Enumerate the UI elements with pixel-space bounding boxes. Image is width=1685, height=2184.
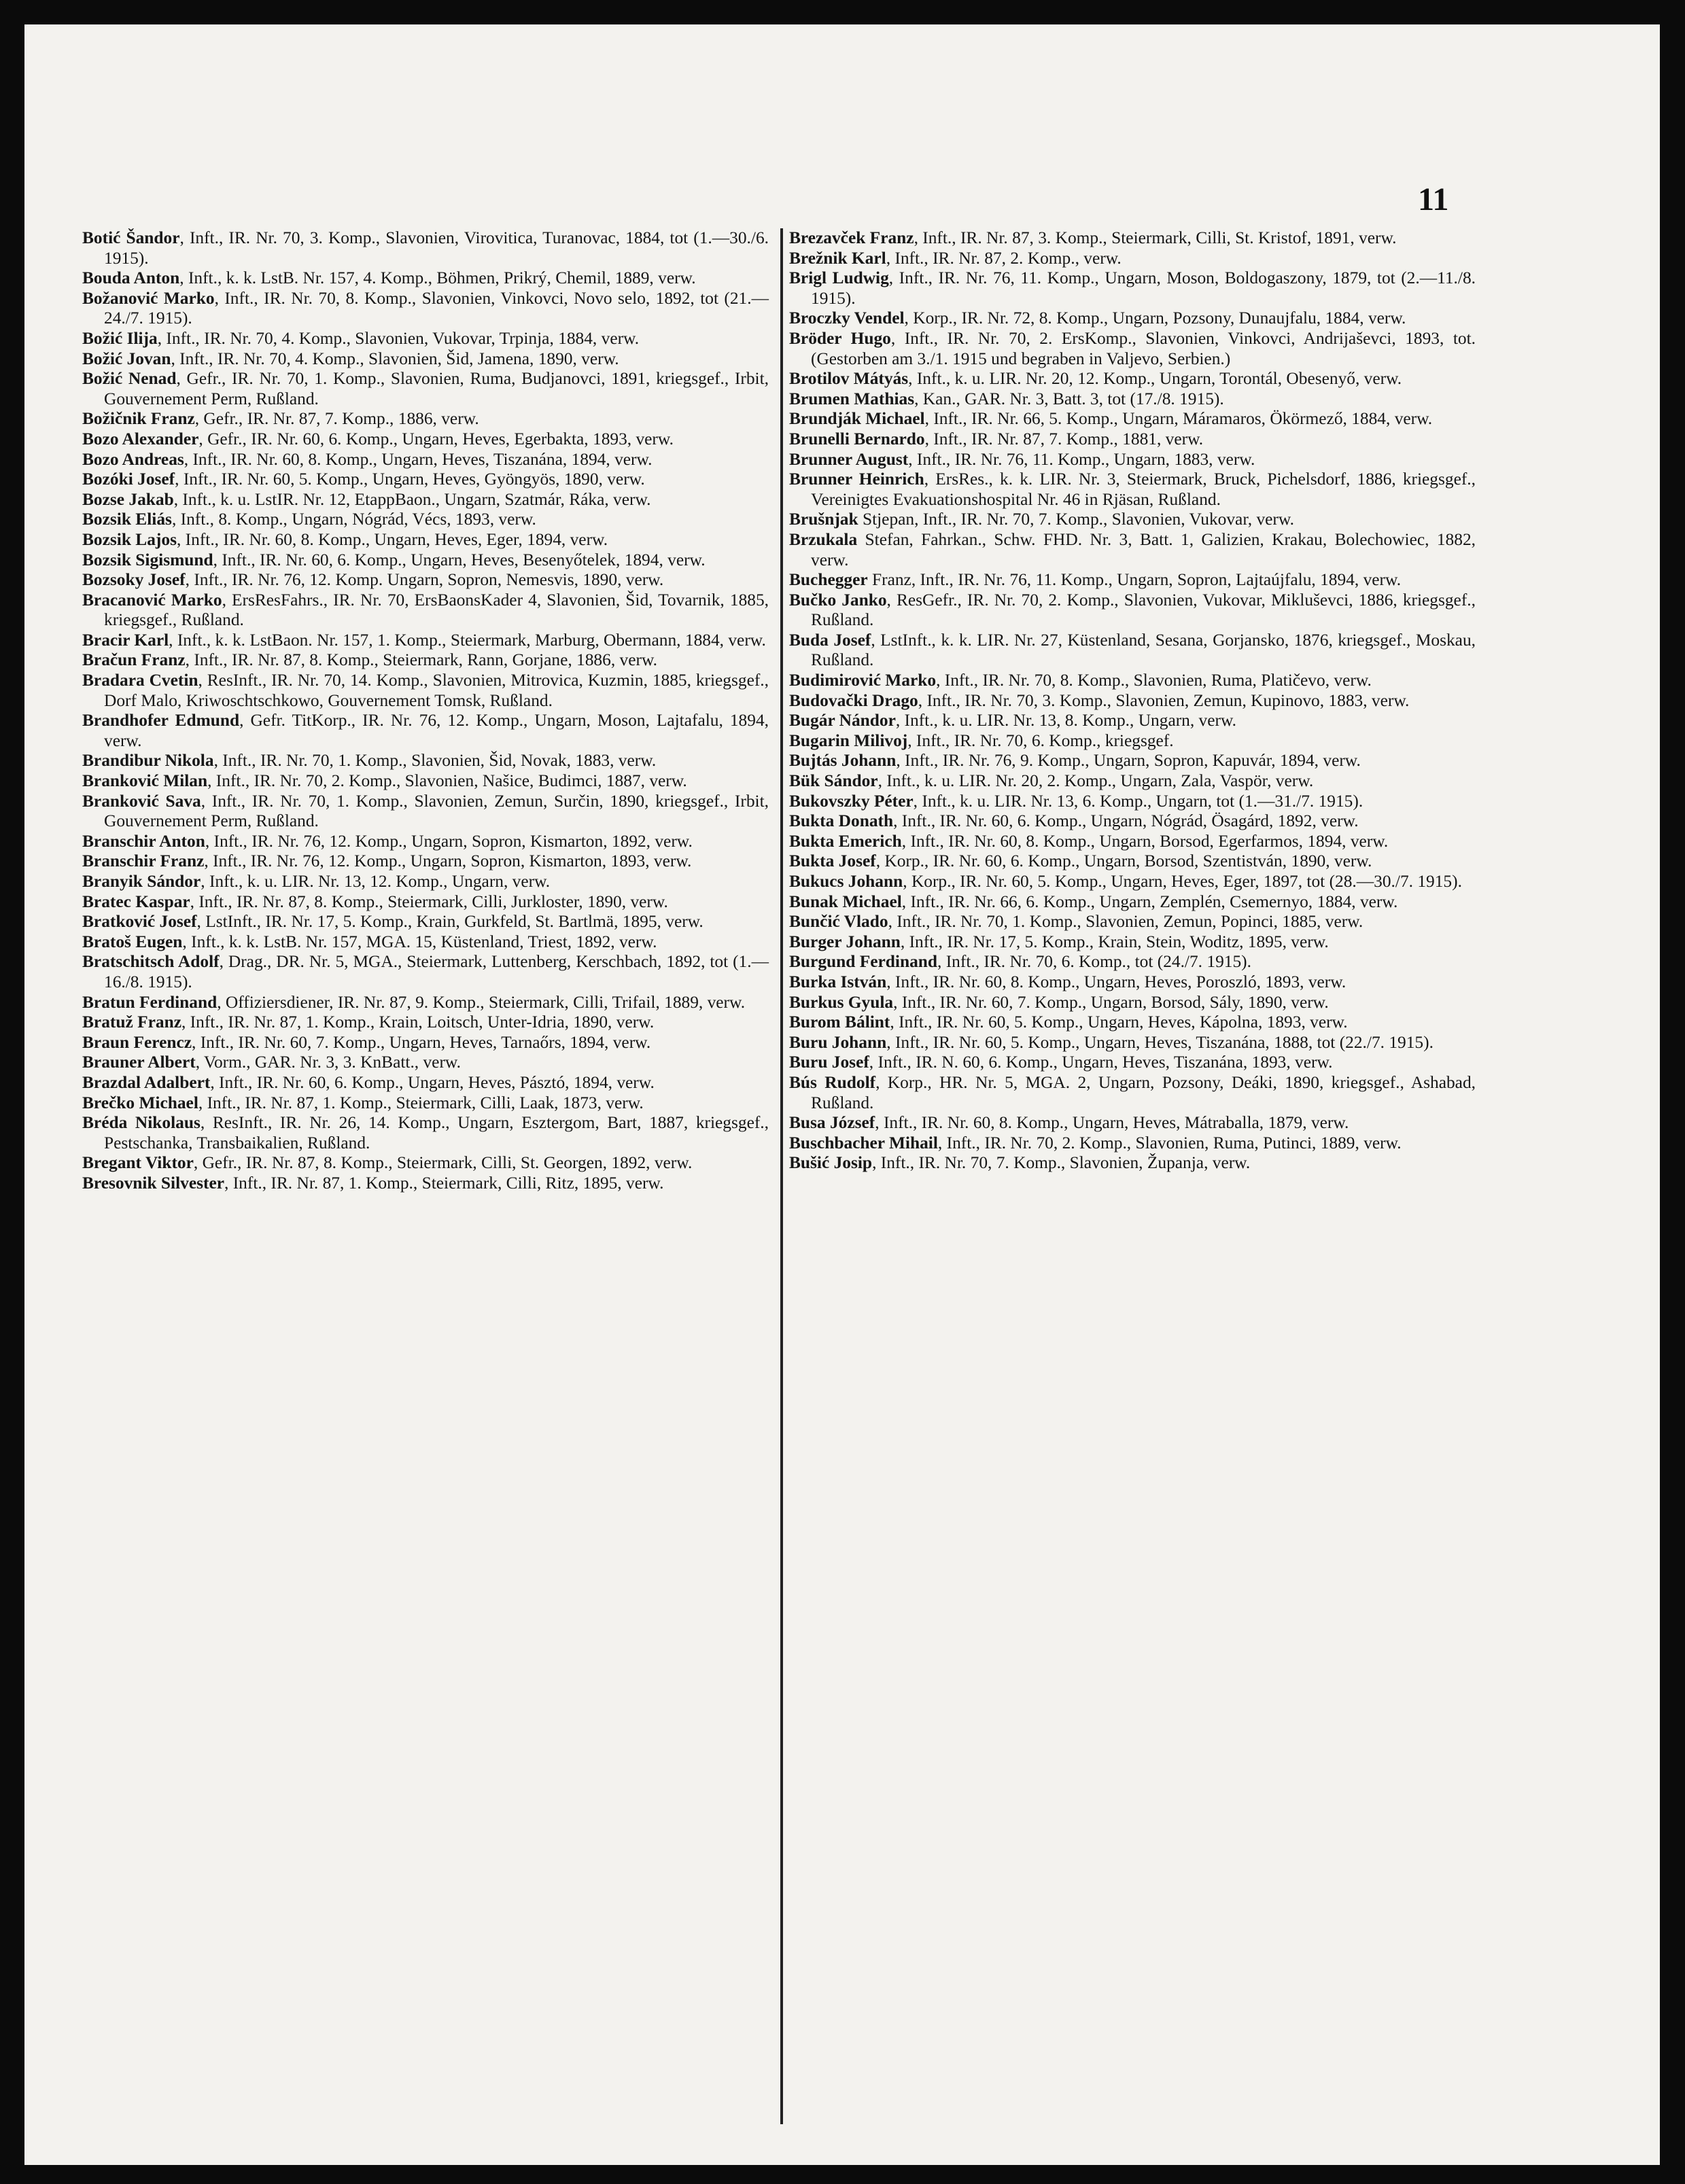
- list-item: [789, 811, 1476, 832]
- entry-name: Bozsik Eliás: [82, 510, 172, 529]
- entry-details: , Inft., IR. Nr. 70, 1. Komp., Slavonien, Zemun, Surčin, 1890, kriegsgef., Irbit, Gouvernement Perm, Rußland.: [104, 791, 769, 831]
- entry-name: Bratec Kaspar: [82, 892, 190, 911]
- list-item: [82, 832, 769, 852]
- entry-details: , Kan., GAR. Nr. 3, Batt. 3, tot (17./8. 1915).: [914, 389, 1224, 408]
- entry-name: Brazdal Adalbert: [82, 1072, 211, 1092]
- entry-name: Bračun Franz: [82, 650, 186, 670]
- entry-name: Branyik Sándor: [82, 872, 201, 891]
- entry-details: , Inft., IR. Nr. 87, 1. Komp., Krain, Loitsch, Unter-Idria, 1890, verw.: [181, 1012, 655, 1032]
- list-item: [789, 851, 1476, 872]
- entry-details: , Inft., IR. Nr. 76, 9. Komp., Ungarn, Sopron, Kapuvár, 1894, verw.: [896, 751, 1361, 771]
- list-item: [789, 470, 1476, 510]
- list-item: [82, 349, 769, 370]
- list-item: [789, 711, 1476, 731]
- entry-details: , LstInft., k. k. LIR. Nr. 27, Küstenland, Sesana, Gorjansko, 1876, kriegsgef., Moskau, Rußland.: [811, 630, 1476, 670]
- entry-details: , Inft., IR. Nr. 70, 4. Komp., Slavonien, Šid, Jamena, 1890, verw.: [171, 349, 619, 368]
- entry-name: Brzukala: [789, 529, 858, 549]
- list-item: [82, 1033, 769, 1053]
- entry-name: Bük Sándor: [789, 771, 878, 791]
- entry-name: Bušić Josip: [789, 1153, 873, 1173]
- list-item: [82, 892, 769, 913]
- entry-name: Bukta Josef: [789, 851, 876, 871]
- list-item: [82, 510, 769, 530]
- entry-details: , LstInft., IR. Nr. 17, 5. Komp., Krain, Gurkfeld, St. Bartlmä, 1895, verw.: [196, 912, 703, 932]
- entry-name: Božić Jovan: [82, 349, 171, 368]
- list-item: [82, 409, 769, 429]
- entry-details: , Inft., IR. Nr. 60, 5. Komp., Ungarn, Heves, Kápolna, 1893, verw.: [890, 1012, 1348, 1032]
- entry-details: , Vorm., GAR. Nr. 3, 3. KnBatt., verw.: [195, 1053, 461, 1072]
- entry-name: Božić Ilija: [82, 328, 158, 348]
- list-item: [789, 450, 1476, 470]
- entry-name: Bukucs Johann: [789, 872, 903, 891]
- entry-name: Brunner Heinrich: [789, 470, 924, 489]
- entry-name: Budimirović Marko: [789, 671, 937, 690]
- entry-details: , Inft., IR. Nr. 60, 5. Komp., Ungarn, Heves, Tiszanána, 1888, tot (22./7. 1915).: [886, 1032, 1434, 1052]
- entry-name: Buschbacher Mihail: [789, 1133, 938, 1152]
- list-item: [789, 249, 1476, 269]
- list-item: [789, 570, 1476, 591]
- entry-details: , Inft., IR. Nr. 70, 2. ErsKomp., Slavonien, Vinkovci, Andrijaševci, 1893, tot. (Gestorben am 3./1. 1915 und begraben in Valjevo, Serbien.): [811, 328, 1476, 368]
- entry-details: Stefan, Fahrkan., Schw. FHD. Nr. 3, Batt. 1, Galizien, Krakau, Bolechowiec, 1882, verw.: [811, 529, 1476, 569]
- entry-name: Burka István: [789, 972, 887, 991]
- list-item: [789, 731, 1476, 752]
- list-item: [789, 932, 1476, 953]
- entry-name: Bozse Jakab: [82, 489, 174, 509]
- entry-name: Bresovnik Silvester: [82, 1173, 225, 1193]
- entry-name: Bratković Josef: [82, 912, 197, 932]
- entry-name: Burger Johann: [789, 932, 901, 951]
- entry-name: Branković Milan: [82, 771, 208, 791]
- list-item: [789, 751, 1476, 771]
- list-item: [82, 650, 769, 671]
- entry-details: , Inft., IR. Nr. 60, 6. Komp., Ungarn, Heves, Besenyőtelek, 1894, verw.: [213, 550, 706, 569]
- list-item: [82, 429, 769, 450]
- entry-details: , Inft., IR. Nr. 70, 6. Komp., tot (24./7. 1915).: [937, 952, 1251, 972]
- entry-name: Botić Šandor: [82, 228, 180, 247]
- entry-name: Božičnik Franz: [82, 409, 195, 429]
- right-column: [789, 228, 1476, 1174]
- entry-details: , Inft., IR. Nr. 87, 1. Komp., Steiermark, Cilli, Ritz, 1895, verw.: [224, 1173, 664, 1193]
- entry-details: , Gefr., IR. Nr. 87, 7. Komp., 1886, verw.: [194, 409, 479, 429]
- entry-name: Bréda Nikolaus: [82, 1113, 201, 1133]
- entry-details: , ErsResFahrs., IR. Nr. 70, ErsBaonsKader 4, Slavonien, Šid, Tovarnik, 1885, kriegsgef., Rußland.: [104, 590, 769, 630]
- entry-name: Bracanović Marko: [82, 590, 222, 610]
- list-item: [789, 972, 1476, 993]
- list-item: [82, 591, 769, 631]
- entry-name: Bradara Cvetin: [82, 671, 198, 690]
- entry-details: , Inft., k. u. LIR. Nr. 13, 12. Komp., Ungarn, verw.: [201, 872, 551, 891]
- list-item: [82, 369, 769, 409]
- list-item: [82, 771, 769, 792]
- entry-details: , Offiziersdiener, IR. Nr. 87, 9. Komp., Steiermark, Cilli, Trifail, 1889, verw.: [217, 992, 746, 1012]
- entry-name: Božić Nenad: [82, 369, 177, 389]
- list-item: [82, 872, 769, 892]
- entry-name: Brežnik Karl: [789, 248, 886, 268]
- entry-details: , Inft., IR. Nr. 60, 6. Komp., Ungarn, Nógrád, Ösagárd, 1892, verw.: [893, 811, 1359, 831]
- entry-name: Brezavček Franz: [789, 228, 914, 247]
- entry-details: , Inft., IR. Nr. 87, 1. Komp., Steiermark, Cilli, Laak, 1873, verw.: [198, 1093, 644, 1112]
- entry-details: , Inft., IR. Nr. 70, 3. Komp., Slavonien, Virovitica, Turanovac, 1884, tot (1.—30./6. 1915).: [104, 228, 769, 268]
- list-item: [789, 409, 1476, 429]
- list-item: [82, 751, 769, 771]
- entry-name: Buda Josef: [789, 630, 871, 650]
- list-item: [789, 228, 1476, 249]
- entry-details: , Inft., IR. Nr. 70, 6. Komp., kriegsgef.: [907, 730, 1174, 750]
- list-item: [789, 892, 1476, 913]
- entry-details: , Inft., IR. Nr. 60, 8. Komp., Ungarn, Heves, Poroszló, 1893, verw.: [886, 972, 1347, 991]
- entry-details: , ResInft., IR. Nr. 26, 14. Komp., Ungarn, Esztergom, Bart, 1887, kriegsgef., Pestschanka, Transbaikalien, Rußland.: [104, 1113, 769, 1152]
- entry-details: , Inft., IR. Nr. 66, 5. Komp., Ungarn, Máramaros, Ökörmező, 1884, verw.: [924, 409, 1433, 429]
- entry-details: , Korp., IR. Nr. 60, 6. Komp., Ungarn, Borsod, Szentistván, 1890, verw.: [875, 851, 1372, 871]
- entry-details: , Inft., IR. Nr. 87, 2. Komp., verw.: [886, 248, 1122, 268]
- entry-name: Bozo Alexander: [82, 429, 199, 448]
- entry-details: , Korp., HR. Nr. 5, MGA. 2, Ungarn, Pozsony, Deáki, 1890, kriegsgef., Ashabad, Rußland.: [811, 1072, 1476, 1112]
- entry-details: , Inft., IR. Nr. 60, 6. Komp., Ungarn, Heves, Pásztó, 1894, verw.: [210, 1072, 655, 1092]
- list-item: [82, 1174, 769, 1194]
- list-item: [82, 228, 769, 268]
- entry-name: Bouda Anton: [82, 268, 180, 288]
- list-item: [82, 450, 769, 470]
- entry-details: , Inft., IR. Nr. 70, 1. Komp., Slavonien, Zemun, Popinci, 1885, verw.: [888, 912, 1363, 932]
- entry-name: Brotilov Mátyás: [789, 369, 909, 389]
- entry-name: Brušnjak: [789, 510, 858, 529]
- entry-name: Bukovszky Péter: [789, 791, 914, 811]
- entry-name: Brundják Michael: [789, 409, 925, 429]
- entry-name: Bozo Andreas: [82, 449, 184, 469]
- entry-name: Bukta Emerich: [789, 831, 902, 851]
- list-item: [789, 369, 1476, 389]
- entry-name: Brandibur Nikola: [82, 751, 214, 771]
- entry-details: , Gefr., IR. Nr. 60, 6. Komp., Ungarn, Heves, Egerbakta, 1893, verw.: [198, 429, 674, 448]
- list-item: [82, 1153, 769, 1174]
- entry-name: Bratoš Eugen: [82, 932, 183, 951]
- entry-details: , Inft., IR. Nr. 70, 1. Komp., Slavonien, Šid, Novak, 1883, verw.: [213, 751, 657, 771]
- entry-name: Bugarin Milivoj: [789, 730, 908, 750]
- list-item: [789, 429, 1476, 450]
- list-item: [789, 832, 1476, 852]
- entry-name: Bregant Viktor: [82, 1153, 194, 1173]
- list-item: [82, 1012, 769, 1033]
- entry-name: Bujtás Johann: [789, 751, 897, 771]
- list-item: [789, 1033, 1476, 1053]
- entry-details: , Inft., IR. Nr. 60, 8. Komp., Ungarn, Heves, Tiszanána, 1894, verw.: [184, 449, 653, 469]
- entry-details: , Inft., IR. Nr. 87, 3. Komp., Steiermark, Cilli, St. Kristof, 1891, verw.: [914, 228, 1397, 247]
- list-item: [789, 771, 1476, 792]
- entry-name: Brunner August: [789, 449, 909, 469]
- entry-name: Buru Johann: [789, 1032, 887, 1052]
- entry-name: Brauner Albert: [82, 1053, 196, 1072]
- list-item: [82, 530, 769, 550]
- entry-name: Bozóki Josef: [82, 470, 175, 489]
- left-column: [82, 228, 769, 1194]
- list-item: [789, 329, 1476, 369]
- entry-name: Brigl Ludwig: [789, 268, 889, 288]
- entry-details: , Inft., IR. Nr. 66, 6. Komp., Ungarn, Zemplén, Csemernyo, 1884, verw.: [901, 892, 1398, 911]
- entry-details: , Inft., IR. Nr. 60, 8. Komp., Ungarn, Borsod, Egerfarmos, 1894, verw.: [901, 831, 1389, 851]
- entry-details: Stjepan, Inft., IR. Nr. 70, 7. Komp., Slavonien, Vukovar, verw.: [858, 510, 1294, 529]
- list-item: [82, 851, 769, 872]
- entry-name: Bučko Janko: [789, 590, 887, 610]
- entry-name: Bús Rudolf: [789, 1072, 876, 1092]
- entry-name: Bukta Donath: [789, 811, 894, 831]
- list-item: [789, 691, 1476, 711]
- list-item: [82, 932, 769, 953]
- list-item: [82, 952, 769, 992]
- list-item: [82, 329, 769, 349]
- entry-name: Bratuž Franz: [82, 1012, 181, 1032]
- entry-details: , Inft., IR. Nr. 76, 12. Komp. Ungarn, Sopron, Nemesvis, 1890, verw.: [185, 570, 664, 590]
- entry-details: , Inft., IR. Nr. 76, 12. Komp., Ungarn, Sopron, Kismarton, 1893, verw.: [204, 851, 692, 871]
- list-item: [82, 912, 769, 932]
- list-item: [82, 268, 769, 289]
- entry-name: Bugár Nándor: [789, 711, 896, 730]
- entry-details: , Inft., IR. Nr. 87, 8. Komp., Steiermark, Rann, Gorjane, 1886, verw.: [185, 650, 657, 670]
- entry-name: Bozsik Sigismund: [82, 550, 213, 569]
- entry-details: , Inft., IR. Nr. 70, 7. Komp., Slavonien, Županja, verw.: [872, 1153, 1251, 1173]
- entry-details: , Inft., IR. Nr. 70, 8. Komp., Slavonien, Vinkovci, Novo selo, 1892, tot (21.—24./7. 1915).: [104, 288, 769, 328]
- entry-name: Buru Josef: [789, 1053, 869, 1072]
- entry-name: Buchegger: [789, 570, 868, 590]
- list-item: [789, 510, 1476, 530]
- list-item: [789, 993, 1476, 1013]
- list-item: [789, 1073, 1476, 1113]
- entry-details: , Korp., IR. Nr. 60, 5. Komp., Ungarn, Heves, Eger, 1897, tot (28.—30./7. 1915).: [903, 872, 1462, 891]
- list-item: [789, 530, 1476, 570]
- entry-details: , Inft., IR. Nr. 76, 12. Komp., Ungarn, Sopron, Kismarton, 1892, verw.: [205, 831, 693, 851]
- entry-details: , Inft., IR. Nr. 60, 7. Komp., Ungarn, Borsod, Sály, 1890, verw.: [893, 992, 1329, 1012]
- entry-details: , Inft., IR. Nr. 76, 11. Komp., Ungarn, 1883, verw.: [908, 449, 1255, 469]
- entry-details: , Inft., k. k. LstB. Nr. 157, 4. Komp., Böhmen, Prikrý, Chemil, 1889, verw.: [179, 268, 696, 288]
- list-item: [82, 1073, 769, 1093]
- entry-name: Branković Sava: [82, 791, 201, 811]
- entry-name: Branschir Anton: [82, 831, 205, 851]
- entry-details: , Inft., k. u. LIR. Nr. 13, 6. Komp., Ungarn, tot (1.—31./7. 1915).: [913, 791, 1363, 811]
- entry-name: Bratun Ferdinand: [82, 992, 218, 1012]
- list-item: [789, 872, 1476, 892]
- list-item: [82, 1113, 769, 1153]
- list-item: [789, 671, 1476, 691]
- entry-name: Bratschitsch Adolf: [82, 952, 220, 972]
- entry-details: , Inft., IR. N. 60, 6. Komp., Ungarn, Heves, Tiszanána, 1893, verw.: [869, 1053, 1333, 1072]
- entry-details: , Inft., 8. Komp., Ungarn, Nógrád, Vécs, 1893, verw.: [171, 510, 536, 529]
- list-item: [82, 1053, 769, 1073]
- entry-details: , ErsRes., k. k. LIR. Nr. 3, Steiermark, Bruck, Pichelsdorf, 1886, kriegsgef., Vereinigtes Evakuationshospital Nr. 46 in Rjäsan, Rußland.: [811, 470, 1476, 509]
- entry-details: , Inft., IR. Nr. 70, 3. Komp., Slavonien, Zemun, Kupinovo, 1883, verw.: [918, 690, 1410, 710]
- entry-details: , Inft., IR. Nr. 70, 8. Komp., Slavonien, Ruma, Platičevo, verw.: [936, 671, 1372, 690]
- entry-details: , Korp., IR. Nr. 72, 8. Komp., Ungarn, Pozsony, Dunaujfalu, 1884, verw.: [904, 309, 1406, 328]
- entry-details: , Inft., IR. Nr. 70, 2. Komp., Slavonien, Ruma, Putinci, 1889, verw.: [937, 1133, 1402, 1152]
- entry-details: , Gefr., IR. Nr. 70, 1. Komp., Slavonien, Ruma, Budjanovci, 1891, kriegsgef., Irbit, Gouvernement Perm, Rußland.: [104, 369, 769, 408]
- entry-name: Bunčić Vlado: [789, 912, 888, 932]
- entry-details: , Gefr. TitKorp., IR. Nr. 76, 12. Komp., Ungarn, Moson, Lajtafalu, 1894, verw.: [104, 711, 769, 750]
- entry-name: Brandhofer Edmund: [82, 711, 240, 730]
- entry-details: , Inft., k. u. LIR. Nr. 20, 2. Komp., Ungarn, Zala, Vaspör, verw.: [878, 771, 1314, 791]
- entry-details: , Inft., IR. Nr. 76, 11. Komp., Ungarn, Moson, Boldogaszony, 1879, tot (2.—11./8. 1915).: [811, 268, 1476, 308]
- entry-details: , Inft., IR. Nr. 60, 5. Komp., Ungarn, Heves, Gyöngyös, 1890, verw.: [175, 470, 645, 489]
- list-item: [789, 912, 1476, 932]
- entry-details: , Inft., IR. Nr. 60, 8. Komp., Ungarn, Heves, Mátraballa, 1879, verw.: [875, 1113, 1349, 1133]
- list-item: [82, 631, 769, 651]
- entry-details: , Inft., IR. Nr. 70, 2. Komp., Slavonien, Našice, Budimci, 1887, verw.: [207, 771, 687, 791]
- entry-details: , Inft., k. u. LIR. Nr. 13, 8. Komp., Ungarn, verw.: [895, 711, 1237, 730]
- list-item: [789, 389, 1476, 410]
- entry-name: Burkus Gyula: [789, 992, 894, 1012]
- entry-name: Brečko Michael: [82, 1093, 198, 1112]
- entry-details: , Gefr., IR. Nr. 87, 8. Komp., Steiermark, Cilli, St. Georgen, 1892, verw.: [193, 1153, 693, 1173]
- entry-name: Brunelli Bernardo: [789, 429, 925, 448]
- list-item: [789, 631, 1476, 671]
- list-item: [82, 570, 769, 591]
- column-divider: [780, 228, 783, 2124]
- list-item: [789, 268, 1476, 309]
- entry-name: Branschir Franz: [82, 851, 205, 871]
- entry-name: Braun Ferencz: [82, 1032, 192, 1052]
- entry-details: , Inft., k. u. LIR. Nr. 20, 12. Komp., Ungarn, Torontál, Obesenyő, verw.: [908, 369, 1402, 389]
- list-item: [82, 470, 769, 490]
- entry-name: Burom Bálint: [789, 1012, 890, 1032]
- entry-name: Busa József: [789, 1113, 875, 1133]
- list-item: [82, 711, 769, 751]
- entry-name: Bröder Hugo: [789, 328, 891, 348]
- list-item: [82, 671, 769, 711]
- entry-details: , Inft., IR. Nr. 60, 8. Komp., Ungarn, Heves, Eger, 1894, verw.: [176, 529, 608, 549]
- entry-details: , Inft., k. k. LstB. Nr. 157, MGA. 15, Küstenland, Triest, 1892, verw.: [182, 932, 657, 951]
- list-item: [82, 490, 769, 510]
- list-item: [789, 1053, 1476, 1073]
- entry-name: Budovački Drago: [789, 690, 918, 710]
- entry-details: , Drag., DR. Nr. 5, MGA., Steiermark, Luttenberg, Kerschbach, 1892, tot (1.—16./8. 1915).: [104, 952, 769, 991]
- list-item: [789, 309, 1476, 329]
- list-item: [82, 550, 769, 571]
- list-item: [82, 792, 769, 832]
- entry-name: Bozsik Lajos: [82, 529, 177, 549]
- entry-name: Bunak Michael: [789, 892, 902, 911]
- entry-details: , Inft., IR. Nr. 60, 7. Komp., Ungarn, Heves, Tarnaőrs, 1894, verw.: [192, 1032, 651, 1052]
- list-item: [789, 1012, 1476, 1033]
- list-item: [82, 993, 769, 1013]
- entry-details: , Inft., IR. Nr. 70, 4. Komp., Slavonien, Vukovar, Trpinja, 1884, verw.: [157, 328, 640, 348]
- scanned-page: [24, 24, 1660, 2165]
- entry-name: Bracir Karl: [82, 630, 169, 650]
- entry-details: , ResGefr., IR. Nr. 70, 2. Komp., Slavonien, Vukovar, Mikluševci, 1886, kriegsgef., Rußland.: [811, 590, 1476, 630]
- list-item: [82, 1093, 769, 1114]
- entry-details: , Inft., k. u. LstIR. Nr. 12, EtappBaon., Ungarn, Szatmár, Ráka, verw.: [173, 489, 651, 509]
- entry-name: Brumen Mathias: [789, 389, 915, 408]
- entry-details: , Inft., IR. Nr. 87, 7. Komp., 1881, verw.: [924, 429, 1204, 448]
- list-item: [789, 1113, 1476, 1133]
- list-item: [789, 1133, 1476, 1154]
- entry-name: Burgund Ferdinand: [789, 952, 938, 972]
- list-item: [789, 1153, 1476, 1174]
- list-item: [789, 952, 1476, 972]
- entry-name: Bozsoky Josef: [82, 570, 186, 590]
- page-number: 11: [1418, 181, 1449, 217]
- entry-details: , Inft., IR. Nr. 17, 5. Komp., Krain, Stein, Woditz, 1895, verw.: [900, 932, 1329, 951]
- list-item: [82, 289, 769, 329]
- list-item: [789, 591, 1476, 631]
- entry-details: Franz, Inft., IR. Nr. 76, 11. Komp., Ungarn, Sopron, Lajtaújfalu, 1894, verw.: [867, 570, 1402, 590]
- entry-details: , ResInft., IR. Nr. 70, 14. Komp., Slavonien, Mitrovica, Kuzmin, 1885, kriegsgef., Dorf Malo, Kriwoschtschkowo, Gouvernement Tomsk, Rußland.: [104, 671, 769, 710]
- entry-details: , Inft., IR. Nr. 87, 8. Komp., Steiermark, Cilli, Jurkloster, 1890, verw.: [190, 892, 668, 911]
- entry-details: , Inft., k. k. LstBaon. Nr. 157, 1. Komp., Steiermark, Marburg, Obermann, 1884, verw.: [169, 630, 766, 650]
- entry-name: Božanović Marko: [82, 288, 215, 308]
- entry-name: Broczky Vendel: [789, 309, 905, 328]
- list-item: [789, 792, 1476, 812]
